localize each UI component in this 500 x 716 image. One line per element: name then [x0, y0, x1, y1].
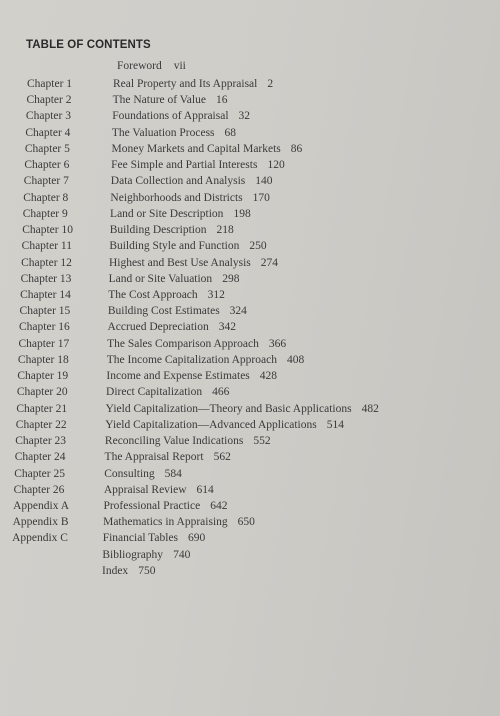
toc-entry-title-group — [103, 530, 206, 546]
toc-entry-label: Chapter 25 — [14, 467, 65, 480]
toc-entry-page: 466 — [212, 386, 230, 399]
toc-entry-page: 366 — [268, 337, 287, 350]
toc-entry-title: Consulting — [104, 467, 155, 480]
toc-entry-title: The Income Capitalization Approach — [106, 353, 277, 366]
toc-entry-label: Chapter 21 — [16, 402, 68, 415]
toc-entry-title: Index — [102, 564, 129, 577]
toc-entry-title-group — [106, 368, 277, 384]
toc-entry-page: 552 — [253, 435, 271, 448]
toc-entry-title: Highest and Best Use Analysis — [108, 256, 251, 269]
toc-entry-page: 324 — [229, 305, 247, 318]
toc-entry-title-group — [102, 547, 190, 563]
toc-entry-page: 68 — [224, 126, 237, 139]
toc-entry-title: Building Cost Estimates — [107, 305, 220, 318]
toc-entry-page: 298 — [222, 272, 240, 285]
toc-entry-label: Chapter 5 — [24, 142, 70, 155]
toc-entry-page: 690 — [188, 532, 206, 545]
toc-entry-page: 482 — [361, 402, 379, 415]
foreword-entry — [117, 60, 186, 72]
toc-entry-label: Chapter 18 — [17, 353, 69, 366]
toc-entry-label: Chapter 15 — [19, 305, 71, 318]
toc-entry-label: Appendix C — [12, 532, 68, 545]
toc-entry-label: Chapter 19 — [17, 370, 69, 383]
toc-entry-title: Reconciling Value Indications — [104, 435, 244, 448]
toc-entry-page: 408 — [286, 353, 305, 366]
toc-entry-title-group — [110, 222, 234, 238]
toc-entry-title: The Nature of Value — [112, 94, 206, 107]
toc-entry-page: 428 — [259, 370, 278, 383]
toc-entry-label: Chapter 4 — [25, 126, 71, 139]
toc-entry-label: Chapter 1 — [27, 78, 73, 90]
toc-entry-title-group — [105, 417, 344, 433]
toc-entry-page: 16 — [215, 94, 228, 107]
toc-entry-title-group — [104, 466, 182, 482]
toc-entry-title-group — [112, 108, 250, 124]
toc-entry-title: Money Markets and Capital Markets — [111, 142, 281, 155]
toc-entry-page: 650 — [237, 516, 255, 529]
toc-entry-label: Chapter 26 — [13, 483, 65, 496]
toc-entry-title: Neighborhoods and Districts — [110, 191, 243, 204]
toc-entry-label: Chapter 16 — [19, 321, 70, 334]
toc-entry-title: The Valuation Process — [111, 126, 215, 139]
toc-entry-label: Chapter 7 — [23, 175, 69, 188]
toc-entry-page: 250 — [249, 240, 267, 253]
toc-entry-label: Chapter 9 — [22, 207, 68, 220]
toc-entry-title: Building Style and Function — [109, 240, 240, 253]
toc-entry-page: 86 — [290, 142, 303, 155]
toc-entry-title-group — [113, 92, 228, 108]
toc-entry-title-group — [108, 319, 236, 335]
toc-entry-page: 274 — [260, 256, 279, 269]
toc-entry-page: 740 — [173, 548, 191, 561]
toc-entry-title-group — [108, 303, 247, 319]
toc-entry-title: The Cost Approach — [108, 288, 198, 301]
toc-entry-label: Appendix A — [13, 499, 70, 512]
toc-entry-title: Bibliography — [102, 548, 164, 561]
toc-entry-label: Chapter 24 — [14, 451, 66, 464]
toc-entry-title-group — [103, 498, 227, 514]
toc-entry-title-group — [113, 76, 273, 92]
toc-entry-title: Foundations of Appraisal — [112, 110, 229, 123]
toc-entry-title-group — [110, 190, 269, 206]
toc-entry-title-group — [106, 401, 379, 417]
toc-entry-page: 32 — [238, 110, 251, 123]
toc-entry-label: Chapter 8 — [23, 191, 69, 204]
toc-entry-title-group — [102, 563, 155, 579]
toc-entry-page: 218 — [216, 224, 234, 237]
foreword-title: Foreword — [117, 60, 162, 72]
toc-entry-title: Income and Expense Estimates — [106, 370, 250, 383]
toc-entry-title: Land or Site Valuation — [108, 272, 213, 285]
toc-entry-title-group — [104, 482, 214, 498]
toc-entry-title-group — [110, 206, 251, 222]
foreword-page: vii — [173, 60, 186, 72]
toc-entry-title-group — [109, 238, 266, 254]
toc-entry-title: Yield Capitalization—Advanced Applications — [105, 418, 317, 431]
toc-entry-title: Accrued Depreciation — [107, 321, 209, 334]
toc-entry-title: Real Property and Its Appraisal — [113, 78, 258, 90]
toc-entry-label: Chapter 22 — [15, 418, 67, 431]
toc-entry-page: 342 — [218, 321, 236, 334]
toc-entry-title: Yield Capitalization—Theory and Basic Applications — [105, 402, 352, 415]
toc-entry-title-group — [109, 271, 240, 287]
toc-entry-page: 642 — [210, 499, 228, 512]
toc-entry-title-group — [112, 141, 303, 157]
toc-entry-label: Chapter 23 — [15, 435, 67, 448]
toc-entry-title: Land or Site Description — [110, 207, 224, 220]
toc-entry-label: Chapter 20 — [16, 386, 68, 399]
toc-entry-title-group — [109, 255, 278, 271]
toc-entry-title-group — [111, 157, 285, 173]
toc-entry-title-group — [103, 514, 255, 530]
toc-entry-label: Chapter 11 — [21, 240, 73, 253]
toc-entry-title: The Sales Comparison Approach — [107, 337, 259, 350]
toc-entry-label: Chapter 2 — [26, 94, 72, 107]
toc-entry-title: Data Collection and Analysis — [110, 175, 246, 188]
toc-entry-label: Chapter 3 — [25, 110, 71, 123]
toc-entry-title: Financial Tables — [102, 532, 179, 545]
toc-entry-title-group — [107, 336, 286, 352]
toc-entry-title: Mathematics in Appraising — [103, 516, 228, 529]
toc-entry-page: 562 — [213, 451, 231, 464]
toc-entry-label: Chapter 12 — [21, 256, 72, 269]
toc-entry-title-group — [112, 125, 236, 141]
toc-entry-title: Professional Practice — [103, 499, 201, 512]
toc-entry-title: Direct Capitalization — [106, 386, 203, 399]
toc-entry-label: Chapter 17 — [18, 337, 70, 350]
toc-entry-label: Chapter 6 — [24, 159, 70, 172]
toc-entry-title-group — [105, 449, 231, 465]
toc-entry-page: 750 — [138, 564, 156, 577]
toc-entry-label: Chapter 13 — [20, 272, 72, 285]
toc-entry-page: 198 — [233, 207, 251, 220]
toc-entry-page: 140 — [255, 175, 273, 188]
toc-entry-label: Chapter 14 — [20, 288, 71, 301]
toc-entry-label: Appendix B — [12, 516, 69, 529]
toc-entry-page: 514 — [326, 418, 344, 431]
toc-entry-title-group — [108, 287, 225, 303]
toc-entry-title: Fee Simple and Partial Interests — [111, 159, 258, 172]
toc-entry-page: 614 — [196, 483, 214, 496]
toc-entry-label: Chapter 10 — [22, 224, 73, 237]
toc-entry-page: 2 — [267, 78, 274, 90]
toc-entry-title: Appraisal Review — [103, 483, 187, 496]
toc-entry-title-group — [106, 384, 229, 400]
toc-entry-page: 584 — [164, 467, 182, 480]
toc-entry-page: 312 — [207, 288, 225, 301]
toc-heading: TABLE OF CONTENTS — [26, 39, 151, 51]
toc-entry-page: 170 — [252, 191, 270, 204]
toc-entry-title: Building Description — [109, 224, 207, 237]
toc-entry-page: 120 — [267, 159, 285, 172]
toc-entry-title: The Appraisal Report — [104, 451, 204, 464]
toc-entry-title-group — [111, 173, 273, 189]
toc-entry-title-group — [105, 433, 271, 449]
toc-entry-title-group — [107, 352, 304, 368]
